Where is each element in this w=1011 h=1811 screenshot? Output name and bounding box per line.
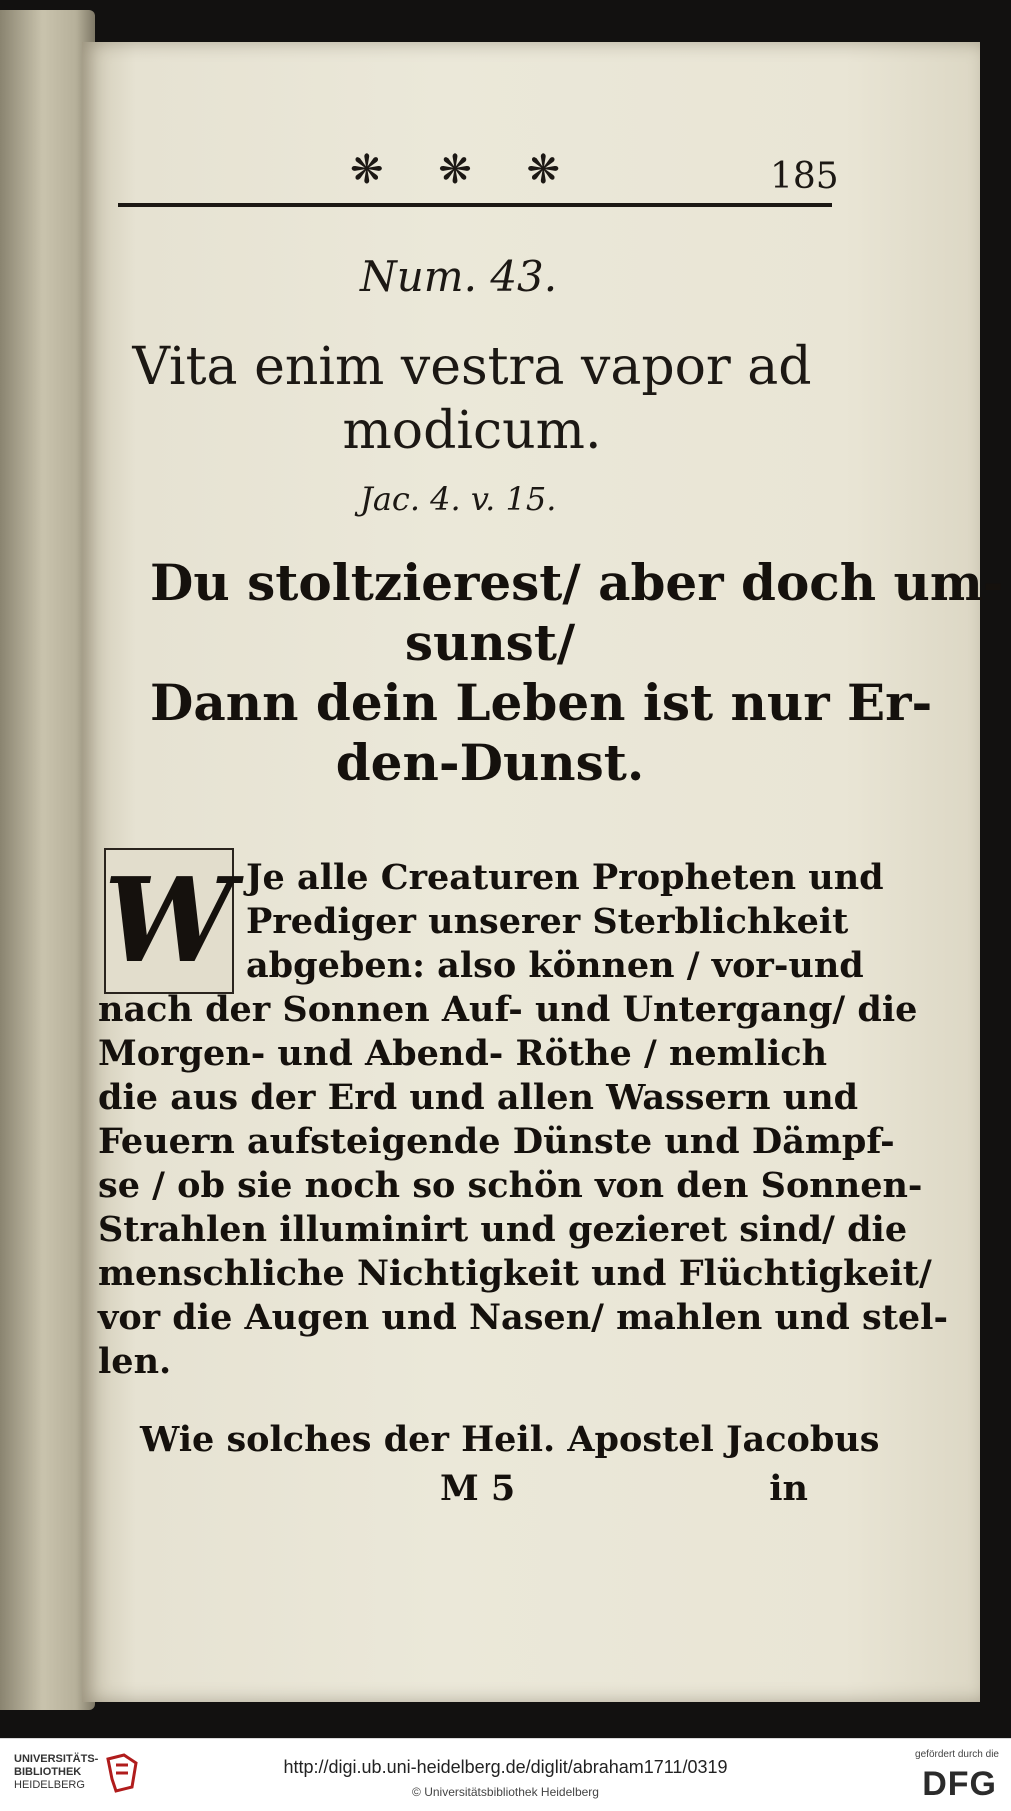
copyright-text: © Universitätsbibliothek Heidelberg — [412, 1785, 599, 1799]
heading-line: den-Dunst. — [335, 733, 645, 792]
body-line: menschliche Nichtigkeit und Flüchtigkeit/ — [98, 1253, 932, 1294]
heading-line: sunst/ — [404, 613, 576, 672]
viewer-footer — [0, 1738, 1011, 1811]
page-number: 185 — [770, 156, 839, 197]
logo-line: HEIDELBERG — [14, 1779, 85, 1791]
body-line: die aus der Erd und allen Wassern und — [98, 1077, 859, 1118]
ornament-icon: ❋ — [438, 147, 472, 193]
body-line: len. — [98, 1341, 172, 1382]
permalink-url[interactable]: http://digi.ub.uni-heidelberg.de/diglit/abraham1711/0319 — [283, 1757, 728, 1777]
body-line: Strahlen illuminirt und gezieret sind/ die — [98, 1209, 908, 1250]
signature-mark: M 5 — [440, 1468, 516, 1509]
latin-line: modicum. — [342, 401, 602, 461]
logo-line: BIBLIOTHEK — [14, 1766, 82, 1778]
body-line: se / ob sie noch so schön von den Sonnen- — [98, 1165, 923, 1206]
german-heading — [150, 553, 1004, 793]
funded-by-text: gefördert durch die — [915, 1749, 999, 1760]
body-line: Feuern aufsteigende Dünste und Dämpf- — [98, 1121, 895, 1162]
body-line: nach der Sonnen Auf- und Untergang/ die — [98, 989, 918, 1030]
dfg-logo[interactable]: DFG — [922, 1765, 997, 1803]
logo-line: UNIVERSITÄTS- — [14, 1753, 99, 1765]
latin-line: Vita enim vestra vapor ad — [132, 337, 812, 397]
catch-row — [98, 1468, 808, 1512]
left-page-edge — [0, 10, 95, 1710]
bible-reference: Jac. 4. v. 15. — [360, 480, 557, 518]
decorated-initial: W — [104, 848, 234, 994]
body-paragraph — [98, 856, 948, 1384]
catchword: in — [769, 1468, 808, 1509]
body-line: abgeben: also können / vor-und — [246, 945, 864, 986]
header-rule — [118, 203, 832, 207]
closing-line: Wie solches der Heil. Apostel Jacobus — [140, 1419, 880, 1460]
latin-motto — [108, 335, 836, 463]
ornament-icon: ❋ — [526, 147, 560, 193]
header-ornaments — [350, 148, 560, 192]
body-line: Morgen- und Abend- Röthe / nemlich — [98, 1033, 828, 1074]
body-line: vor die Augen und Nasen/ mahlen und stel- — [98, 1297, 948, 1338]
section-number: Num. 43. — [360, 252, 558, 301]
heading-line: Du stoltzierest/ aber doch um- — [150, 553, 1004, 612]
body-line: Je alle Creaturen Propheten und — [246, 857, 884, 898]
heading-line: Dann dein Leben ist nur Er- — [150, 673, 933, 732]
ornament-icon: ❋ — [350, 147, 384, 193]
body-line: Prediger unserer Sterblichkeit — [246, 901, 849, 942]
